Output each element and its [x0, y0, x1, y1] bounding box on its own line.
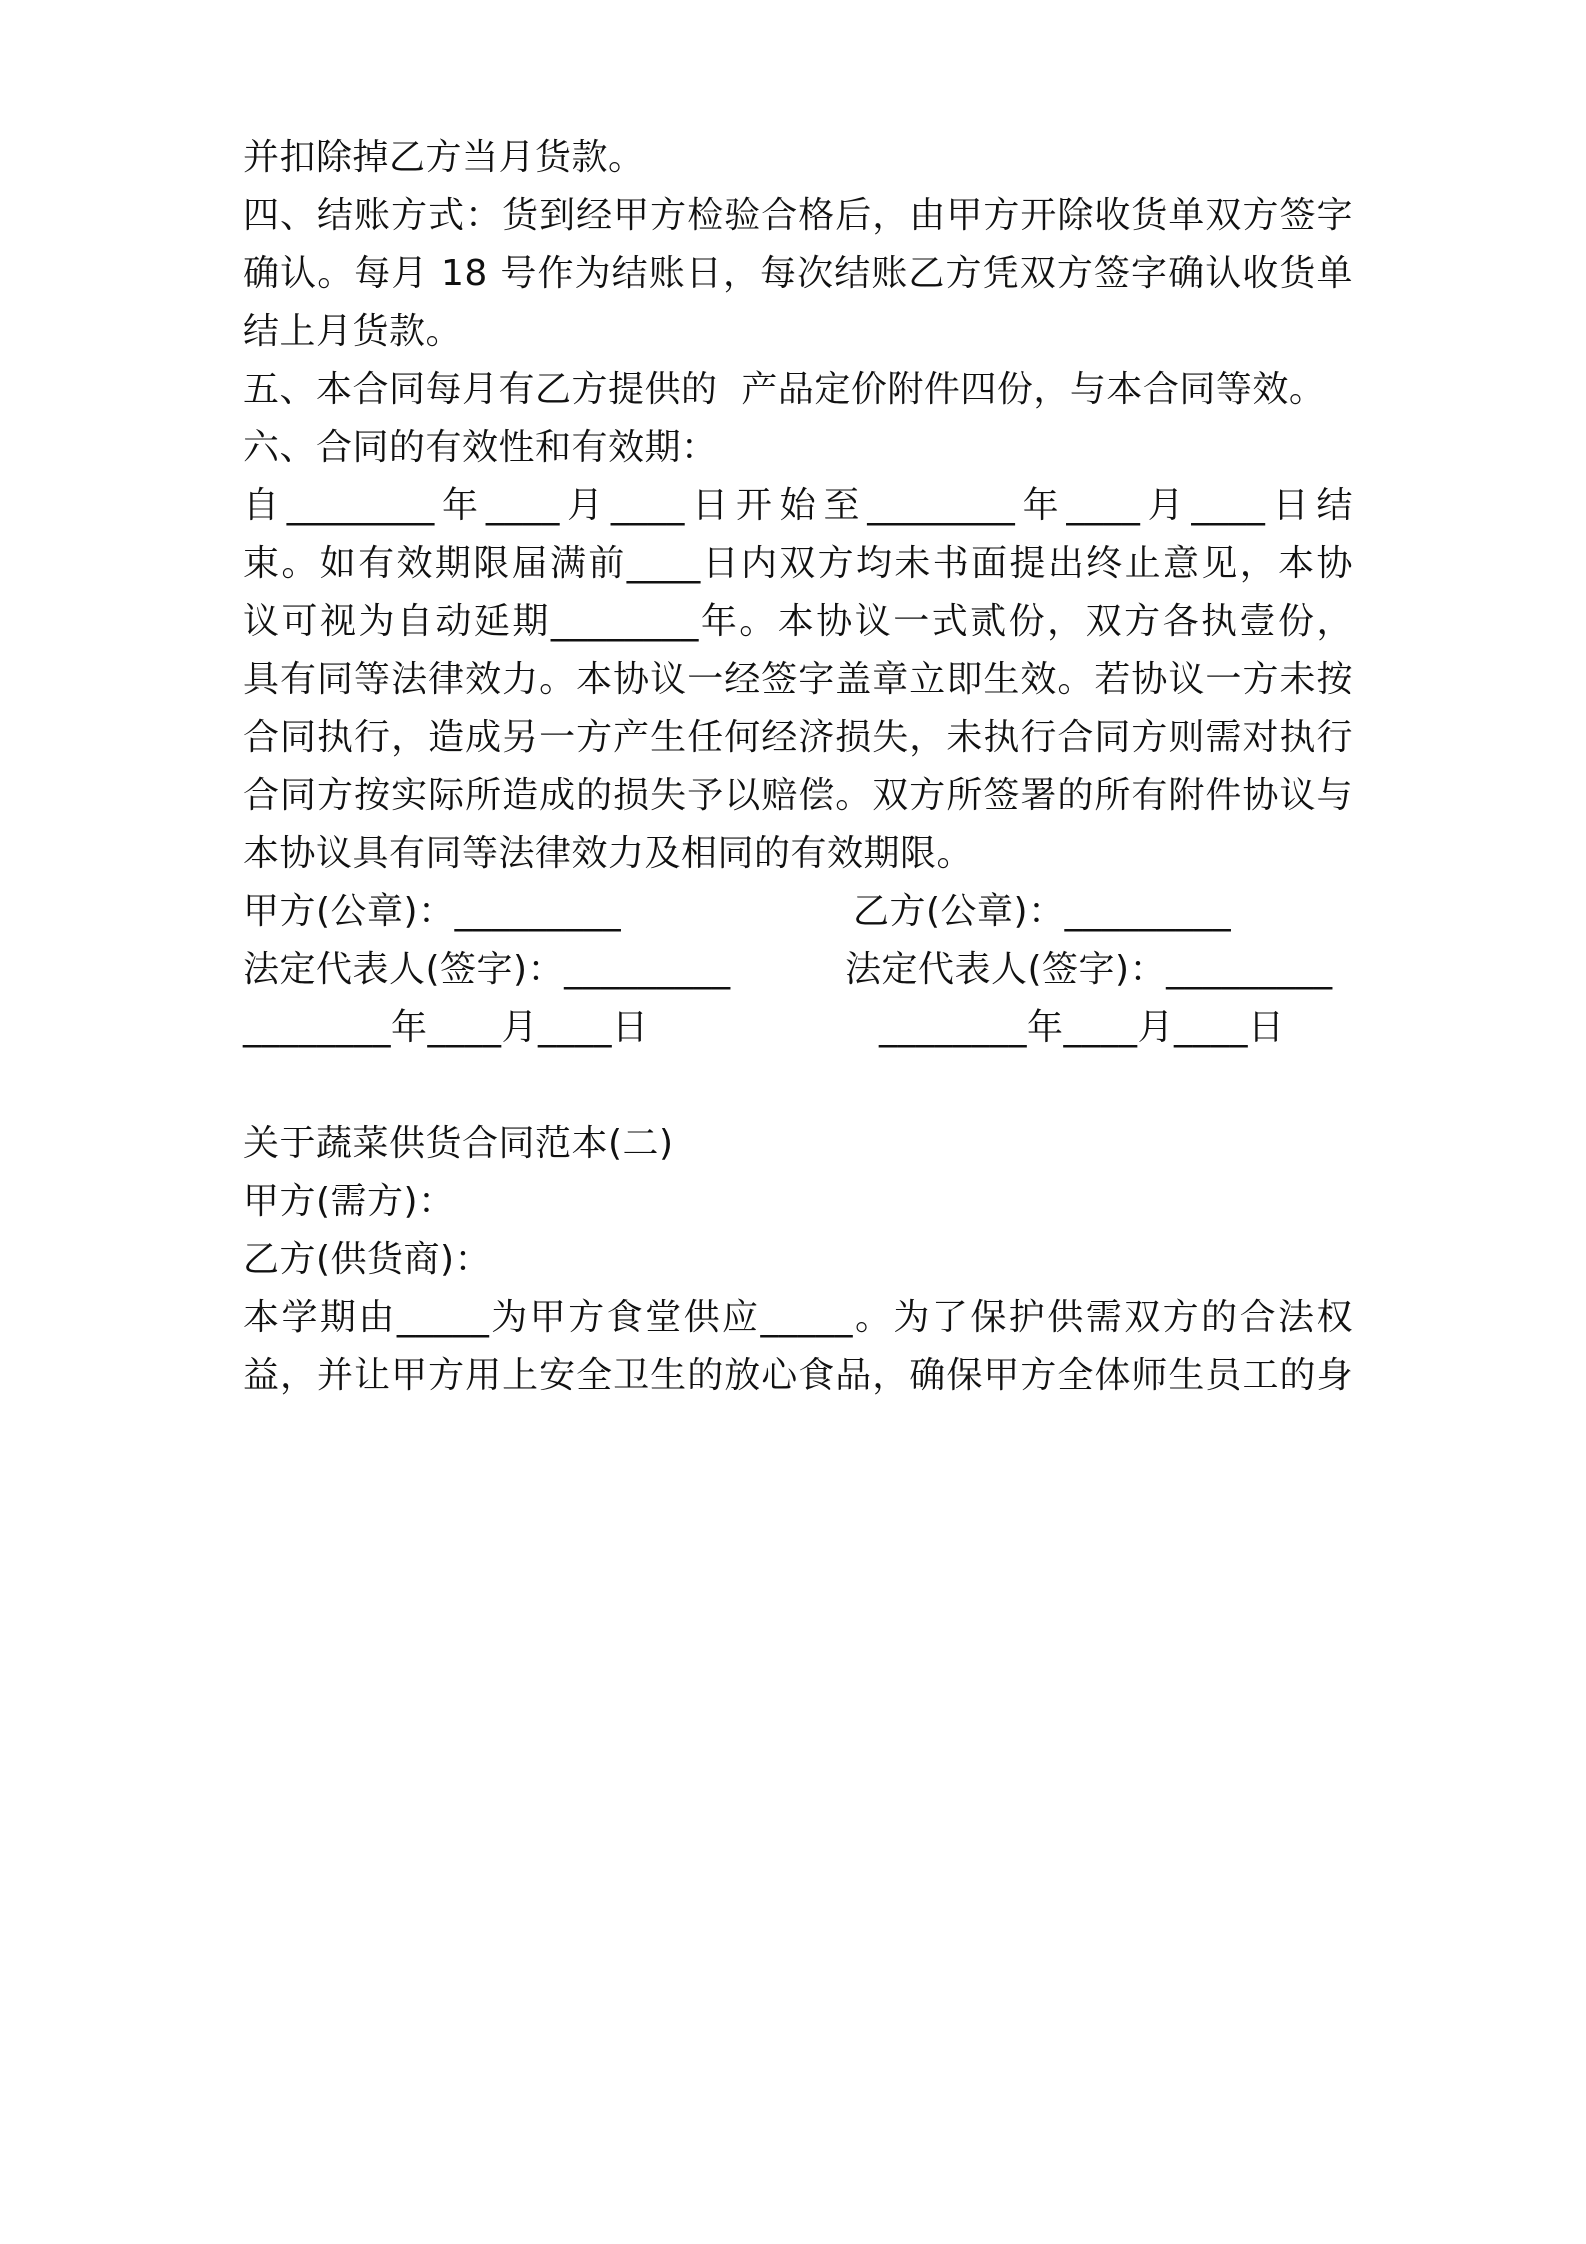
party-b-seal-line: 乙方(公章)：_________	[853, 891, 1232, 932]
text-line: 确认。每月 18 号作为结账日，每次结账乙方凭双方签字确认收货单	[243, 253, 1353, 294]
party-b-date-line: ________年____月____日	[879, 1007, 1285, 1048]
party-a-representative-line: 法定代表人(签字)：_________	[243, 949, 731, 990]
section-title: 关于蔬菜供货合同范本(二)	[243, 1123, 674, 1164]
text-line: 益，并让甲方用上安全卫生的放心食品，确保甲方全体师生员工的身	[243, 1355, 1353, 1396]
text-line: 束。如有效期限届满前____日内双方均未书面提出终止意见，本协	[243, 543, 1353, 584]
text-line: 结上月货款。	[243, 311, 463, 352]
text-line: 本协议具有同等法律效力及相同的有效期限。	[243, 833, 974, 874]
text-line: 本学期由_____为甲方食堂供应_____。为了保护供需双方的合法权	[243, 1297, 1353, 1338]
text-line: 议可视为自动延期________年。本协议一式贰份，双方各执壹份，	[243, 601, 1353, 642]
party-b-label: 乙方(供货商)：	[243, 1239, 492, 1280]
text-line: 并扣除掉乙方当月货款。	[243, 137, 645, 178]
text-line: 四、结账方式：货到经甲方检验合格后，由甲方开除收货单双方签字	[243, 195, 1353, 236]
party-b-representative-line: 法定代表人(签字)：_________	[845, 949, 1333, 990]
party-a-date-line: ________年____月____日	[243, 1007, 649, 1048]
party-a-label: 甲方(需方)：	[243, 1181, 455, 1222]
text-line: 自________年____月____日开始至________年____月____日结	[243, 485, 1353, 526]
party-a-seal-line: 甲方(公章)：_________	[243, 891, 622, 932]
text-line: 合同方按实际所造成的损失予以赔偿。双方所签署的所有附件协议与	[243, 775, 1353, 816]
text-line: 合同执行，造成另一方产生任何经济损失，未执行合同方则需对执行	[243, 717, 1353, 758]
text-line: 五、本合同每月有乙方提供的 产品定价附件四份，与本合同等效。	[243, 369, 1326, 410]
text-line: 具有同等法律效力。本协议一经签字盖章立即生效。若协议一方未按	[243, 659, 1353, 700]
text-line: 六、合同的有效性和有效期：	[243, 427, 718, 468]
